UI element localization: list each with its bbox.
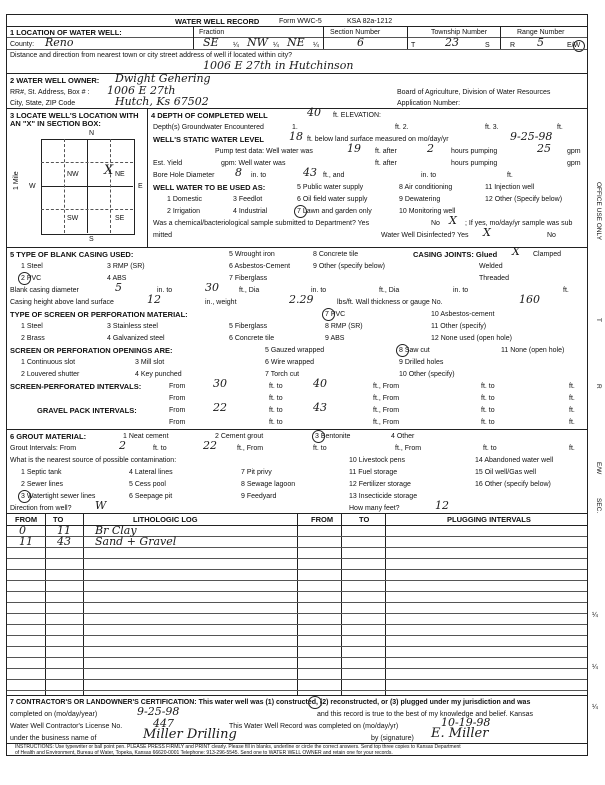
spi-from2-2: ft., From: [373, 395, 400, 402]
blank-diameter: 5: [115, 281, 122, 294]
fraction-2: NW: [247, 36, 268, 49]
yield-rest: gpm: Well water was: [221, 160, 286, 167]
log-rule: [7, 613, 587, 614]
log-row-desc: Br Clay: [95, 524, 137, 537]
screen-5: 5 Fiberglass: [229, 323, 268, 330]
pump-after: ft. after: [375, 148, 397, 155]
use-8: 8 Air conditioning: [399, 184, 453, 191]
section3-heading2: AN "X" IN SECTION BOX:: [10, 119, 101, 128]
plugging-header: PLUGGING INTERVALS: [447, 515, 531, 524]
certification-text: 7 CONTRACTOR'S OR LANDOWNER'S CERTIFICATION: This water well was (1) constructed, (2) reconstructed, or (3) plugged under my jurisdiction and was: [10, 699, 531, 706]
section2-heading: 2 WATER WELL OWNER:: [10, 76, 100, 85]
mitted: mitted: [153, 232, 173, 239]
joints-mark: X: [512, 245, 520, 258]
log-from-header: FROM: [15, 515, 38, 524]
screen-8: 8 RMP (SR): [325, 323, 363, 330]
use-7-circle: [294, 205, 307, 218]
contam-3-circle: [18, 490, 31, 503]
log-rule: [7, 591, 587, 592]
opening-7: 7 Torch cut: [265, 371, 300, 378]
section-number-label: Section Number: [330, 29, 381, 36]
log-rule: [7, 547, 587, 548]
contam-14: 14 Abandoned water well: [475, 457, 554, 464]
use-9: 9 Dewatering: [399, 196, 441, 203]
contam-10: 10 Livestock pens: [349, 457, 406, 464]
log-rule: [7, 668, 587, 669]
feet-label: How many feet?: [349, 505, 400, 512]
gpi-from-label-2: From: [169, 419, 186, 426]
grout-3-circle: [312, 430, 325, 443]
plug-from-header: FROM: [311, 515, 334, 524]
log-row-from: 11: [19, 535, 33, 548]
spi-from-label-2: From: [169, 395, 186, 402]
log-rule: [7, 690, 587, 691]
form-ksa: KSA 82a-1212: [347, 18, 393, 25]
blank-dia3: ft., Dia: [379, 287, 400, 294]
bore-diameter: 8: [235, 166, 242, 179]
welded: Welded: [479, 263, 503, 270]
spi-from2: ft., From: [373, 383, 400, 390]
contam-7: 7 Pit privy: [241, 469, 272, 476]
gpi-from: 22: [213, 401, 227, 414]
gravel-pack-label: GRAVEL PACK INTERVALS:: [37, 406, 137, 415]
contam-16: 16 Other (specify below): [475, 481, 551, 488]
fraction-label: Fraction: [199, 29, 225, 36]
static-level-value: 18: [289, 130, 303, 143]
fraction-3: NE: [287, 36, 305, 49]
screen-10: 10 Asbestos-cement: [431, 311, 495, 318]
quarter-mark: ¼: [313, 42, 319, 49]
instructions-line2: of Health and Environment, Bureau of Water, Topeka, Kansas 66620-0001 Telephone: 913-296-5545. Send one to WATER WELL OWNER and retain one for your records.: [15, 750, 393, 756]
log-row-to: 43: [57, 535, 71, 548]
section6-heading: 6 GROUT MATERIAL:: [10, 432, 87, 441]
yield-after: ft. after: [375, 160, 397, 167]
business-label: under the business name of: [10, 735, 97, 742]
county-value: Reno: [45, 36, 74, 49]
license-label: Water Well Contractor's License No.: [10, 723, 123, 730]
contam-5: 5 Cess pool: [129, 481, 166, 488]
disinfect-no: No: [547, 232, 556, 239]
screen-6: 6 Concrete tile: [229, 335, 275, 342]
screen-7: 7 PVC: [325, 311, 346, 318]
office-t-label: T: [595, 318, 602, 322]
screen-material-label: TYPE OF SCREEN OR PERFORATION MATERIAL:: [10, 310, 188, 319]
township-value: 23: [445, 36, 459, 49]
quadrant-nw: NW: [67, 171, 79, 178]
instructions-line1: INSTRUCTIONS: Use typewriter or ball point pen. PLEASE PRESS FIRMLY and PRINT clearly. Please fill in blanks, underline or circle the correct answers. Send top three copies to Kansas Department: [15, 744, 461, 750]
spi-ft-2: ft.: [569, 395, 575, 402]
distance-value: 1006 E 27th in Hutchinson: [203, 59, 354, 72]
address-label: RR#, St. Address, Box # :: [10, 89, 90, 96]
feet-value: 12: [435, 499, 449, 512]
contam-4: 4 Lateral lines: [129, 469, 173, 476]
use-1: 1 Domestic: [167, 196, 203, 203]
gpi-to2-2: ft. to: [481, 419, 495, 426]
log-rule: [7, 580, 587, 581]
use-7: 7 Lawn and garden only: [297, 208, 372, 215]
board-label: Board of Agriculture, Division of Water Resources: [397, 89, 551, 96]
log-rule: [7, 602, 587, 603]
casing-5: 5 Wrought iron: [229, 251, 275, 258]
log-rule: [7, 558, 587, 559]
openings-label: SCREEN OR PERFORATION OPENINGS ARE:: [10, 346, 173, 355]
use-4: 4 Industrial: [233, 208, 268, 215]
log-rule: [7, 646, 587, 647]
spi-to2: ft. to: [481, 383, 495, 390]
pump-test-label: Pump test data: Well water was: [215, 148, 313, 155]
contam-15: 15 Oil well/Gas well: [475, 469, 537, 476]
groundwater-label: Depth(s) Groundwater Encountered: [153, 124, 264, 131]
quarter-mark: ¼: [233, 42, 239, 49]
compass-n: N: [89, 130, 95, 137]
plug-to-header: TO: [359, 515, 370, 524]
spi-from: 30: [213, 377, 227, 390]
direction-label: Direction from well?: [10, 505, 72, 512]
contam-11: 11 Fuel storage: [349, 469, 398, 476]
log-to-header: TO: [53, 515, 64, 524]
depth-value: 40: [307, 106, 321, 119]
pump-hours: 2: [427, 142, 434, 155]
gpi-to-label: ft. to: [269, 407, 283, 414]
screen-4: 4 Galvanized steel: [107, 335, 165, 342]
bore-ft2: ft.: [507, 172, 513, 179]
record-date: 10-19-98: [441, 716, 491, 729]
casing-2: 2 PVC: [21, 275, 42, 282]
compass-s: S: [89, 236, 94, 243]
gw-1: 1.: [292, 124, 298, 131]
log-rule: [7, 635, 587, 636]
gpi-from-label: From: [169, 407, 186, 414]
city-label: City, State, ZIP Code: [10, 100, 76, 107]
screen-11: 11 Other (specify): [431, 323, 487, 330]
owner-city: Hutch, Ks 67502: [115, 95, 209, 108]
contam-9: 9 Feedyard: [241, 493, 277, 500]
fraction-1: SE: [203, 36, 219, 49]
gpi-ft-2: ft.: [569, 419, 575, 426]
spi-to2-2: ft. to: [481, 395, 495, 402]
contam-13: 13 Insecticide storage: [349, 493, 418, 500]
form-number: Form WWC-5: [279, 18, 322, 25]
screen-2: 2 Brass: [21, 335, 45, 342]
distance-label: Distance and direction from nearest town or city street address of well if located within city?: [10, 52, 293, 59]
pump-hours-label: hours pumping: [451, 148, 498, 155]
gpi-ft: ft.: [569, 407, 575, 414]
static-level-rest: ft. below land surface measured on mo/day/yr: [307, 136, 449, 143]
opening-4: 4 Key punched: [135, 371, 182, 378]
lithologic-log-header: LITHOLOGIC LOG: [133, 515, 198, 524]
log-rule: [7, 657, 587, 658]
opening-9: 9 Drilled holes: [399, 359, 444, 366]
log-row-desc: Sand + Gravel: [95, 535, 177, 548]
static-date: 9-25-98: [510, 130, 553, 143]
chem-label: Was a chemical/bacteriological sample submitted to Department? Yes: [153, 220, 370, 227]
water-well-record-form: [6, 14, 588, 756]
direction-value: W: [95, 499, 107, 512]
blank-diameter-label: Blank casing diameter: [10, 287, 79, 294]
quadrant-se: SE: [115, 215, 125, 222]
grout-to-label: ft. to: [153, 445, 167, 452]
mile-label: 1 Mile: [13, 171, 20, 190]
section3-heading: 3 LOCATE WELL'S LOCATION WITH: [10, 111, 139, 120]
spi-to-label: ft. to: [269, 383, 283, 390]
casing-6: 6 Asbestos-Cement: [229, 263, 291, 270]
owner-address: 1006 E 27th: [107, 84, 176, 97]
blank-in-to: in. to: [157, 287, 173, 294]
gpi-to-label-2: ft. to: [269, 419, 283, 426]
log-row-to: 11: [57, 524, 71, 537]
blank-dia2: ft., Dia: [239, 287, 260, 294]
record-completed-label: This Water Well Record was completed on (mo/day/yr): [229, 723, 399, 730]
contam-2: 2 Sewer lines: [21, 481, 64, 488]
blank-ft: ft.: [563, 287, 569, 294]
constructed-circle: [308, 696, 322, 709]
grout-to3: ft. to: [483, 445, 497, 452]
opening-3: 3 Mill slot: [135, 359, 165, 366]
chem-mark: X: [449, 214, 457, 227]
chem-no: No: [431, 220, 440, 227]
blank-to: 30: [205, 281, 219, 294]
grout-from: 2: [119, 439, 126, 452]
static-level-label: WELL'S STATIC WATER LEVEL: [153, 135, 264, 144]
bore-to: 43: [303, 166, 317, 179]
opening-6: 6 Wire wrapped: [265, 359, 315, 366]
grout-to: 22: [203, 439, 217, 452]
office-r-label: R: [595, 384, 602, 389]
township-t: T: [411, 42, 416, 49]
business-name: Miller Drilling: [143, 727, 237, 742]
clamped: Clamped: [533, 251, 562, 258]
depth-label: 4 DEPTH OF COMPLETED WELL: [151, 111, 268, 120]
use-12: 12 Other (Specify below): [485, 196, 563, 203]
compass-w: W: [29, 183, 36, 190]
office-use-label: OFFICE USE ONLY: [595, 182, 602, 241]
county-label: County:: [10, 41, 35, 48]
grout-4: 4 Other: [391, 433, 415, 440]
casing-9: 9 Other (specify below): [313, 263, 385, 270]
opening-8: 8 Saw cut: [399, 347, 430, 354]
grout-to2: ft. to: [313, 445, 327, 452]
grout-1: 1 Neat cement: [123, 433, 169, 440]
screen-intervals-label: SCREEN-PERFORATED INTERVALS:: [10, 382, 142, 391]
gw-3: ft. 3.: [485, 124, 499, 131]
use-3: 3 Feedlot: [233, 196, 263, 203]
casing-7: 7 Fiberglass: [229, 275, 268, 282]
chem-rest: ; If yes, mo/day/yr sample was sub: [465, 220, 573, 227]
spi-to-label-2: ft. to: [269, 395, 283, 402]
office-quarter-3: ¼: [592, 704, 598, 711]
completed-label: completed on (mo/day/year): [10, 711, 98, 718]
opening-5: 5 Gauzed wrapped: [265, 347, 325, 354]
gauge-value: 160: [519, 293, 540, 306]
range-r: R: [510, 42, 516, 49]
grout-intervals-label: Grout Intervals: From: [10, 445, 77, 452]
grout-from2: ft., From: [237, 445, 264, 452]
location-x-mark: X: [104, 163, 114, 178]
office-quarter-1: ¼: [592, 612, 598, 619]
yield-label: Est. Yield: [153, 160, 183, 167]
contam-3: 3 Watertight sewer lines: [21, 493, 96, 500]
bore-in-to: in. to: [251, 172, 267, 179]
bore-in2: in. to: [421, 172, 437, 179]
license-number: 447: [153, 717, 174, 730]
contam-8: 8 Sewage lagoon: [241, 481, 296, 488]
compass-e: E: [138, 183, 143, 190]
grout-from3: ft., From: [395, 445, 422, 452]
office-ew-label: E/W: [595, 462, 602, 475]
gpi-from2: ft., From: [373, 407, 400, 414]
casing-3: 3 RMP (SR): [107, 263, 145, 270]
use-label: WELL WATER TO BE USED AS:: [153, 183, 266, 192]
screen-3: 3 Stainless steel: [107, 323, 158, 330]
gpi-to2: ft. to: [481, 407, 495, 414]
use-5: 5 Public water supply: [297, 184, 364, 191]
log-rule: [7, 679, 587, 680]
gpm-label: gpm: [567, 160, 581, 167]
blank-in-to2: in. to: [311, 287, 327, 294]
section1-heading: 1 LOCATION OF WATER WELL:: [10, 28, 122, 37]
range-ew: E/W: [567, 42, 581, 49]
opening-2: 2 Louvered shutter: [21, 371, 80, 378]
screen-9: 9 ABS: [325, 335, 345, 342]
township-s: S: [485, 42, 490, 49]
range-number-label: Range Number: [517, 29, 565, 36]
gpi-to: 43: [313, 401, 327, 414]
quadrant-ne: NE: [115, 171, 125, 178]
spi-ft: ft.: [569, 383, 575, 390]
gw-4: ft.: [557, 124, 563, 131]
section-number-value: 6: [357, 36, 364, 49]
application-label: Application Number:: [397, 100, 461, 107]
disinfect-mark: X: [483, 226, 491, 239]
screen-12: 12 None used (open hole): [431, 335, 512, 342]
screen-1: 1 Steel: [21, 323, 43, 330]
wall-thickness-label: lbs/ft. Wall thickness or gauge No.: [337, 299, 443, 306]
gw-2: ft. 2.: [395, 124, 409, 131]
owner-name: Dwight Gehering: [115, 72, 211, 85]
casing-weight-label: in., weight: [205, 299, 237, 306]
casing-1: 1 Steel: [21, 263, 43, 270]
quarter-mark: ¼: [273, 42, 279, 49]
opening-8-circle: [396, 344, 409, 357]
signature-label: by (signature): [371, 735, 414, 742]
grout-2: 2 Cement grout: [215, 433, 264, 440]
threaded: Threaded: [479, 275, 509, 282]
office-sec-label: SEC.: [595, 498, 602, 514]
use-2: 2 Irrigation: [167, 208, 201, 215]
grout-ft: ft.: [569, 445, 575, 452]
office-quarter-2: ¼: [592, 664, 598, 671]
pump-was: 19: [347, 142, 361, 155]
contam-1: 1 Septic tank: [21, 469, 62, 476]
use-11: 11 Injection well: [485, 184, 535, 191]
completed-date: 9-25-98: [137, 705, 180, 718]
casing-height-label: Casing height above land surface: [10, 299, 114, 306]
use-10: 10 Monitoring well: [399, 208, 456, 215]
use-6: 6 Oil field water supply: [297, 196, 368, 203]
township-number-label: Township Number: [431, 29, 488, 36]
elevation-label: ft. ELEVATION:: [333, 112, 381, 119]
opening-1: 1 Continuous slot: [21, 359, 76, 366]
opening-10: 10 Other (specify): [399, 371, 455, 378]
spi-to: 40: [313, 377, 327, 390]
contam-12: 12 Fertilizer storage: [349, 481, 411, 488]
log-row-from: 0: [19, 524, 26, 537]
casing-weight: 2.29: [289, 293, 314, 306]
spi-from-label: From: [169, 383, 186, 390]
blank-in-to3: in. to: [453, 287, 469, 294]
completed-rest: and this record is true to the best of my knowledge and belief. Kansas: [317, 711, 533, 718]
range-value: 5: [537, 36, 544, 49]
contamination-label: What is the nearest source of possible contamination:: [10, 457, 177, 464]
ew-circle: [573, 40, 585, 52]
casing-8: 8 Concrete tile: [313, 251, 359, 258]
gpi-from2-2: ft., From: [373, 419, 400, 426]
disinfect-label: Water Well Disinfected? Yes: [381, 232, 469, 239]
log-rule: [7, 569, 587, 570]
signature: E. Miller: [431, 726, 489, 741]
bore-ft: ft., and: [323, 172, 345, 179]
log-rule: [7, 536, 587, 537]
form-title: WATER WELL RECORD: [175, 17, 260, 26]
screen-7-circle: [322, 308, 335, 321]
pump-gpm: 25: [537, 142, 551, 155]
section5-heading: 5 TYPE OF BLANK CASING USED:: [10, 250, 134, 259]
casing-joints: CASING JOINTS: Glued: [413, 250, 498, 259]
opening-11: 11 None (open hole): [501, 347, 565, 354]
log-rule: [7, 624, 587, 625]
casing-2-circle: [18, 272, 31, 285]
casing-4: 4 ABS: [107, 275, 127, 282]
quadrant-sw: SW: [67, 215, 79, 222]
grout-3: 3 Bentonite: [315, 433, 351, 440]
bore-label: Bore Hole Diameter: [153, 172, 215, 179]
contam-6: 6 Seepage pit: [129, 493, 173, 500]
casing-height: 12: [147, 293, 161, 306]
gpm-label: gpm: [567, 148, 581, 155]
yield-hours: hours pumping: [451, 160, 498, 167]
